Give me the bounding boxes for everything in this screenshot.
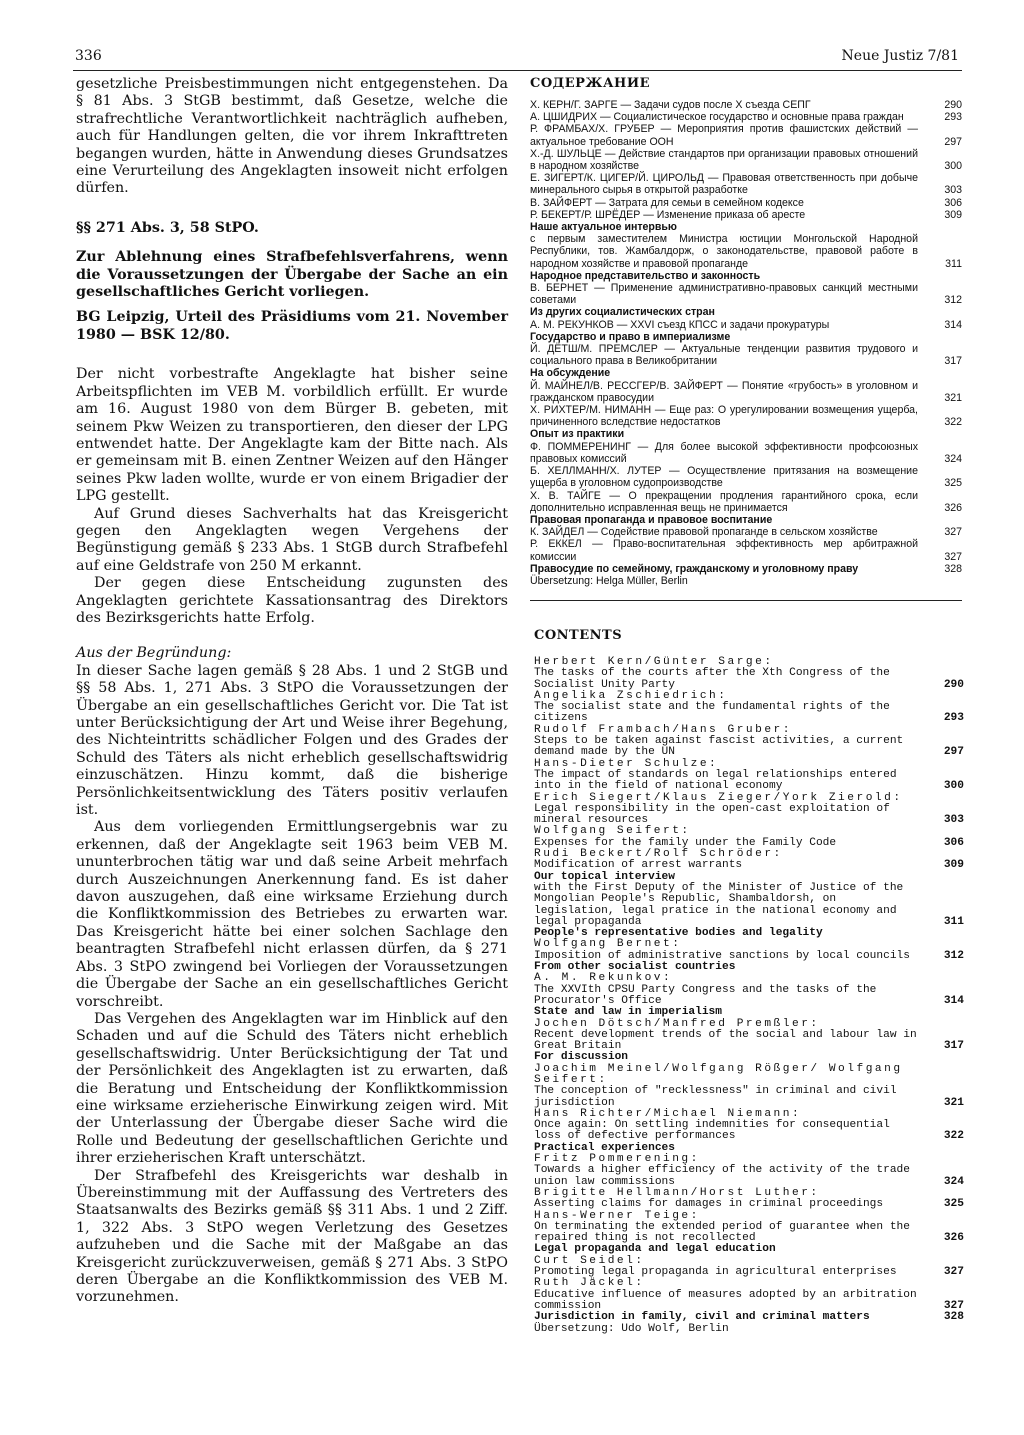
toc-entry <box>530 99 962 111</box>
russian-contents-title: СОДЕРЖАНИЕ <box>530 76 651 91</box>
toc-author: Rudi Beckert/Rolf Schröder: <box>534 848 783 861</box>
toc-section-heading: For discussion <box>534 1051 628 1064</box>
toc-section-heading: People's representative bodies and legality <box>534 927 823 940</box>
toc-section-heading: Jurisdiction in family, civil and criminal matters <box>534 1311 870 1324</box>
toc-author: Brigitte Hellmann/Horst Luther: <box>534 1186 820 1199</box>
toc-entry-text: Х.-Д. ШУЛЬЦЕ — Действие стандартов при организации правовых отношений в народном хозяйстве <box>530 147 918 173</box>
toc-author: Hans Richter/Michael Niemann: <box>534 1107 802 1120</box>
toc-entry <box>534 702 964 725</box>
toc-entry <box>534 804 964 827</box>
toc-page-number: 303 <box>944 184 962 197</box>
toc-section-heading: Правосудие по семейному, гражданскому и уголовному праву <box>530 562 859 575</box>
toc-entry <box>534 770 964 793</box>
toc-entry <box>530 148 962 172</box>
toc-section-heading: Опыт из практики <box>530 428 625 441</box>
toc-entry-text: Steps to be taken against fascist activities, a current demand made by the UN <box>534 735 904 759</box>
toc-entry <box>530 319 962 331</box>
toc-entry-text: with the First Deputy of the Minister of Justice of the Mongolian People's Republic, Shambaldorsh, on legislation, legal pratice in the national economy and legal propaganda <box>534 881 904 928</box>
toc-page-number: 306 <box>943 836 964 849</box>
toc-entry <box>530 343 962 367</box>
translator-credit: Übersetzung: Udo Wolf, Berlin <box>534 1322 729 1335</box>
toc-page-number: 309 <box>943 859 964 872</box>
article-paragraph: In dieser Sache lagen gemäß § 28 Abs. 1 und 2 StGB und §§ 58 Abs. 1, 271 Abs. 3 StPO die Voraussetzungen der Übergabe an ein gesellschaftliches Gericht vor. Die Tat ist unter Berücksichtigung der Art und Weise ihrer Begehung, des Nichteintritts schädlicher Folgen und des Grades der Schuld des Täters als nicht erheblich gesellschaftswidrig einzuschätzen. Hinzu kommt, daß die bisherige Persönlichkeitsentwicklung des Täters positiv verlaufen ist. <box>76 662 508 819</box>
toc-page-number: 297 <box>943 746 964 759</box>
toc-page-number: 314 <box>943 994 964 1007</box>
toc-entry-text: Übersetzung: Helga Müller, Berlin <box>530 574 688 587</box>
toc-page-number: 325 <box>943 1198 964 1211</box>
article-paragraph: Das Vergehen des Angeklagten war im Hinblick auf den Schaden und auf die Schuld des Täters nicht erheblich gesellschaftswidrig. Unter Berücksichtigung der Tat und der Persönlichkeit des Angeklagten ist zu erwarten, daß die Beratung und Entscheidung der Konfliktkommission eine wirksame erzieherische Einwirkung zeigen wird. Mit der Unterlassung der Übergabe dieser Sache wird die Rolle und Bedeutung der gesellschaftlichen Gerichte und ihrer erzieherischen Kraft unterschätzt. <box>76 1010 508 1167</box>
toc-section-heading: Государство и право в империализме <box>530 330 731 343</box>
toc-page-number: 321 <box>943 1096 964 1109</box>
article-paragraph: Der nicht vorbestrafte Angeklagte hat bisher seine Arbeitspflichten im VEB M. vorbildlich erfüllt. Er wurde am 16. August 1980 von dem Bürger B. gebeten, mit seinem Pkw Weizen zu transportieren, den dieser der LPG entwendet hatte. Der Angeklagte kam der Bitte nach. Als er gemeinsam mit B. einen Zentner Weizen auf den Hänger seines Pkw laden wollte, wurde er von einem Brigadier der LPG gestellt. <box>76 366 508 505</box>
toc-page-number: 317 <box>943 1040 964 1053</box>
toc-page-number: 311 <box>945 257 962 270</box>
toc-section-heading: From other socialist countries <box>534 961 736 974</box>
toc-entry <box>530 282 962 306</box>
toc-entry <box>534 1120 964 1143</box>
toc-entry-text: Р. ЕККЕЛ — Право-воспитательная эффективность мер арбитражной комиссии <box>530 538 918 563</box>
toc-entry <box>534 1290 964 1313</box>
toc-entry <box>534 736 964 759</box>
toc-page-number: 326 <box>944 501 962 514</box>
toc-entry <box>530 221 962 233</box>
toc-section-heading: Из других социалистических стран <box>530 306 715 319</box>
toc-author: A. M. Rekunkov: <box>534 972 673 985</box>
toc-entry <box>530 538 962 562</box>
toc-entry-text: К. ЗАЙДЕЛ — Содействие правовой пропаганде в сельском хозяйстве <box>530 526 878 539</box>
toc-entry-text: с первым заместителем Министра юстиции Монгольской Народной Республики, тов. Жамбалдорж, о законодательстве, правовой работе в народном хозяйстве и правовой пропаганде <box>530 233 918 270</box>
toc-page-number: 317 <box>944 355 962 368</box>
header-rule <box>73 70 962 71</box>
toc-page-number: 321 <box>944 391 962 404</box>
toc-page-number: 300 <box>943 780 964 793</box>
toc-page-number: 309 <box>944 208 962 221</box>
toc-entry-text: В. БЕРНЕТ — Применение административно-правовых санкций местными советами <box>530 282 918 307</box>
toc-entry-text: The tasks of the courts after the Xth Congress of the Socialist Unity Party <box>534 667 890 691</box>
journal-issue: Neue Justiz 7/81 <box>841 48 959 64</box>
toc-section-heading: Наше актуальное интервью <box>530 221 677 234</box>
toc-entry <box>530 172 962 196</box>
toc-page-number: 327 <box>943 1299 964 1312</box>
toc-author: Joachim Meinel/Wolfgang Rößger/ Wolfgang Seifert: <box>534 1062 903 1086</box>
toc-entry-text: Imposition of administrative sanctions by local councils <box>534 949 910 962</box>
toc-author: Ruth Jäckel: <box>534 1277 645 1290</box>
toc-section-heading: Правовая пропаганда и правовое воспитание <box>530 513 773 526</box>
toc-author: Wolfgang Bernet: <box>534 938 682 951</box>
toc-entry-text: Б. ХЕЛЛМАНН/Х. ЛУТЕР — Осуществление притязания на возмещение ущерба в уголовном судопроизводстве <box>530 465 918 490</box>
toc-author: Hans-Dieter Schulze: <box>534 757 719 770</box>
toc-page-number: 290 <box>943 678 964 691</box>
toc-entry-text: Educative influence of measures adopted by an arbitration commission <box>534 1288 917 1312</box>
toc-entry <box>534 1165 964 1188</box>
toc-entry-text: Е. ЗИГЕРТ/К. ЦИГЕР/Й. ЦИРОЛЬД — Правовая ответственность при добыче минерального сырья в открытой разработке <box>530 172 918 197</box>
toc-entry-text: The impact of standards on legal relationships entered into in the field of national economy <box>534 768 897 793</box>
toc-page-number: 293 <box>944 111 962 124</box>
toc-entry <box>530 233 962 270</box>
reasoning-intro: Aus der Begründung: <box>76 645 232 662</box>
toc-author: Jochen Dötsch/Manfred Premßler: <box>534 1017 820 1030</box>
toc-page-number: 312 <box>943 949 964 962</box>
toc-entry <box>530 563 962 575</box>
toc-entry-text: Once again: On settling indemnities for consequential loss of defective performances <box>534 1119 890 1143</box>
toc-entry-text: The conception of "recklessness" in criminal and civil jurisdiction <box>534 1085 897 1109</box>
toc-section-heading: Our topical interview <box>534 870 675 883</box>
toc-entry <box>530 367 962 379</box>
article-paragraph: Der Strafbefehl des Kreisgerichts war deshalb in Übereinstimmung mit der Auffassung des Vertreters des Staatsanwalts des Bezirks gemäß §§ 311 Abs. 1 und 2 Ziff. 1, 322 Abs. 3 StPO wegen Verletzung des Gesetzes aufzuheben und die Sache mit der Maßgabe an das Kreisgericht zurückzuverweisen, gemäß § 271 Abs. 3 StPO deren Übergabe an die Konfliktkommission des VEB M. vorzunehmen. <box>76 1167 508 1306</box>
toc-entry-text: А. М. РЕКУНКОВ — XXVI съезд КПСС и задачи прокуратуры <box>530 318 830 331</box>
court-citation: BG Leipzig, Urteil des Präsidiums vom 21. November 1980 — BSK 12/80. <box>76 309 508 343</box>
toc-entry <box>534 1312 964 1323</box>
toc-entry-text: В. ЗАЙФЕРТ — Затрата для семьи в семейном кодексе <box>530 196 804 209</box>
article-column <box>76 76 508 1307</box>
toc-entry-text: Asserting claims for damages in criminal proceedings <box>534 1198 884 1211</box>
toc-page-number: 327 <box>944 526 962 539</box>
page-header <box>75 48 959 70</box>
toc-entry <box>530 209 962 221</box>
toc-entry-text: Recent development trends of the social and labour law in Great Britain <box>534 1028 917 1053</box>
toc-entry-text: Й. ДЁТШ/М. ПРЕМСЛЕР — Актуальные тенденции развития трудового и социального права в Великобритании <box>530 343 918 368</box>
section-divider <box>530 600 962 601</box>
toc-author: Wolfgang Seifert: <box>534 825 691 838</box>
toc-page-number: 322 <box>944 416 962 429</box>
article-paragraph: Der gegen diese Entscheidung zugunsten des Angeklagten gerichtete Kassationsantrag des Direktors des Bezirksgerichts hatte Erfolg. <box>76 575 508 626</box>
toc-entry-text: On terminating the extended period of guarantee when the repaired thing is not recollected <box>534 1220 910 1245</box>
toc-page-number: 322 <box>943 1130 964 1143</box>
toc-section-heading: Народное представительство и законность <box>530 269 761 282</box>
russian-contents-list <box>530 99 962 587</box>
article-paragraph: Aus dem vorliegenden Ermittlungsergebnis war zu erkennen, daß der Angeklagte seit 1963 beim VEB M. ununterbrochen tätig war und daß seine Arbeit mehrfach durch Auszeichnungen Anerkennung fand. Es ist daher davon auszugehen, daß eine wirksame Erziehung durch die Konfliktkommission des Betriebes zu erwarten war. Das Kreisgericht hätte bei einer solchen Sachlage den beantragten Strafbefehl nicht erlassen dürfen, da § 271 Abs. 3 StPO zwingend bei Vorliegen der Voraussetzungen die Übergabe der Sache an ein gesellschaftliches Gericht vorschreibt. <box>76 819 508 1010</box>
toc-entry-text: Х. В. ТАЙГЕ — О прекращении продления гарантийного срока, если дополнительно исправленная вещь не принимается <box>530 489 918 514</box>
toc-page-number: 327 <box>944 550 962 563</box>
toc-entry <box>530 575 962 587</box>
toc-entry <box>534 1199 964 1210</box>
toc-entry-text: The XXVIth CPSU Party Congress and the tasks of the Procurator's Office <box>534 983 877 1007</box>
toc-entry <box>534 860 964 871</box>
toc-author: Erich Siegert/Klaus Zieger/York Zierold: <box>534 791 903 804</box>
toc-entry <box>530 441 962 465</box>
toc-author: Fritz Pommerening: <box>534 1153 700 1166</box>
toc-entry-text: Х. РИХТЕР/М. НИМАНН — Еще раз: О урегулировании возмещения ущерба, причиненного вследствие недостатков <box>530 404 918 429</box>
toc-author: Curt Seidel: <box>534 1254 645 1267</box>
toc-entry-text: Modification of arrest warrants <box>534 859 743 872</box>
toc-page-number: 326 <box>943 1232 964 1245</box>
toc-page-number: 311 <box>943 915 964 928</box>
toc-entry <box>534 1222 964 1245</box>
toc-page-number: 312 <box>944 294 962 307</box>
article-paragraph: Auf Grund dieses Sachverhalts hat das Kreisgericht gegen den Angeklagten wegen Vergehens der Begünstigung gemäß § 233 Abs. 1 StGB durch Strafbefehl auf eine Geldstrafe von 250 M erkannt. <box>76 505 508 574</box>
toc-page-number: 327 <box>943 1266 964 1279</box>
toc-entry <box>534 883 964 928</box>
legal-reference: §§ 271 Abs. 3, 58 StPO. <box>76 219 259 236</box>
toc-entry-text: А. ЦШИДРИХ — Социалистическое государство и основные права граждан <box>530 111 904 124</box>
toc-entry-text: Legal responsibility in the open-cast exploitation of mineral resources <box>534 802 890 827</box>
toc-entry-text: Й. МАЙНЕЛ/В. РЕССГЕР/В. ЗАЙФЕРТ — Понятие «грубость» в уголовном и гражданском правосудии <box>530 379 918 404</box>
toc-page-number: 303 <box>943 814 964 827</box>
toc-entry-text: Х. КЕРН/Г. ЗАРГЕ — Задачи судов после X съезда СЕПГ <box>530 99 811 111</box>
toc-page-number: 293 <box>943 712 964 725</box>
toc-entry <box>530 490 962 514</box>
headnote: Zur Ablehnung eines Strafbefehlsverfahrens, wenn die Voraussetzungen der Übergabe der Sache an ein gesellschaftliches Gericht vorliegen. <box>76 249 508 301</box>
toc-author: Herbert Kern/Günter Sarge: <box>534 656 774 668</box>
toc-entry <box>530 270 962 282</box>
toc-page-number: 324 <box>943 1175 964 1188</box>
toc-author: Rudolf Frambach/Hans Gruber: <box>534 723 792 736</box>
toc-entry <box>534 668 964 691</box>
toc-page-number: 325 <box>944 477 962 490</box>
toc-section-heading: Legal propaganda and legal education <box>534 1243 776 1256</box>
toc-entry <box>530 428 962 440</box>
toc-page-number: 328 <box>944 562 962 575</box>
toc-page-number: 328 <box>943 1311 964 1324</box>
toc-section-heading: Practical experiences <box>534 1141 675 1154</box>
toc-entry <box>534 1030 964 1053</box>
toc-page-number: 306 <box>944 196 962 209</box>
toc-author: Angelika Zschiedrich: <box>534 689 728 702</box>
toc-page-number: 297 <box>944 135 962 148</box>
toc-entry <box>534 1086 964 1109</box>
toc-entry <box>530 404 962 428</box>
toc-page-number: 300 <box>944 160 962 173</box>
toc-page-number: 324 <box>944 452 962 465</box>
toc-entry-text: Р. БЕКЕРТ/Р. ШРЁДЕР — Изменение приказа об аресте <box>530 208 806 221</box>
toc-author: Hans-Werner Teige: <box>534 1209 700 1222</box>
english-contents <box>534 628 964 1335</box>
russian-contents <box>530 76 962 587</box>
toc-entry <box>530 331 962 343</box>
toc-entry <box>530 526 962 538</box>
toc-entry-text: Promoting legal propaganda in agricultural enterprises <box>534 1266 897 1279</box>
toc-entry-text: Ф. ПОММЕРЕНИНГ — Для более высокой эффективности профсоюзных правовых комиссий <box>530 440 918 465</box>
toc-section-heading: State and law in imperialism <box>534 1006 722 1019</box>
toc-entry <box>530 111 962 123</box>
toc-entry <box>530 380 962 404</box>
article-paragraph: gesetzliche Preisbestimmungen nicht entgegenstehen. Da § 81 Abs. 3 StGB bestimmt, daß Gesetze, welche die strafrechtliche Verantwortlichkeit nachträglich aufheben, auch für Handlungen gelten, die vor ihrem Inkrafttreten begangen wurden, hätte in Anwendung dieses Grundsatzes eine Verurteilung des Angeklagten insoweit nicht erfolgen dürfen. <box>76 76 508 197</box>
toc-entry <box>530 465 962 489</box>
toc-section-heading: На обсуждение <box>530 367 611 380</box>
toc-page-number: 290 <box>944 99 962 111</box>
english-contents-title: CONTENTS <box>534 628 623 643</box>
toc-entry-text: Expenses for the family under the Family Code <box>534 836 837 849</box>
toc-entry-text: The socialist state and the fundamental rights of the citizens <box>534 701 890 725</box>
english-contents-list <box>534 657 964 1335</box>
page-number: 336 <box>75 48 102 64</box>
toc-entry-text: Towards a higher efficiency of the activity of the trade union law commissions <box>534 1164 910 1188</box>
toc-entry <box>530 306 962 318</box>
toc-entry <box>530 197 962 209</box>
toc-page-number: 314 <box>944 318 962 331</box>
toc-entry <box>534 985 964 1008</box>
toc-entry <box>530 514 962 526</box>
toc-entry-text: Р. ФРАМБАХ/Х. ГРУБЕР — Мероприятия против фашистских действий — актуальное требование ООН <box>530 123 918 148</box>
toc-entry <box>530 123 962 147</box>
